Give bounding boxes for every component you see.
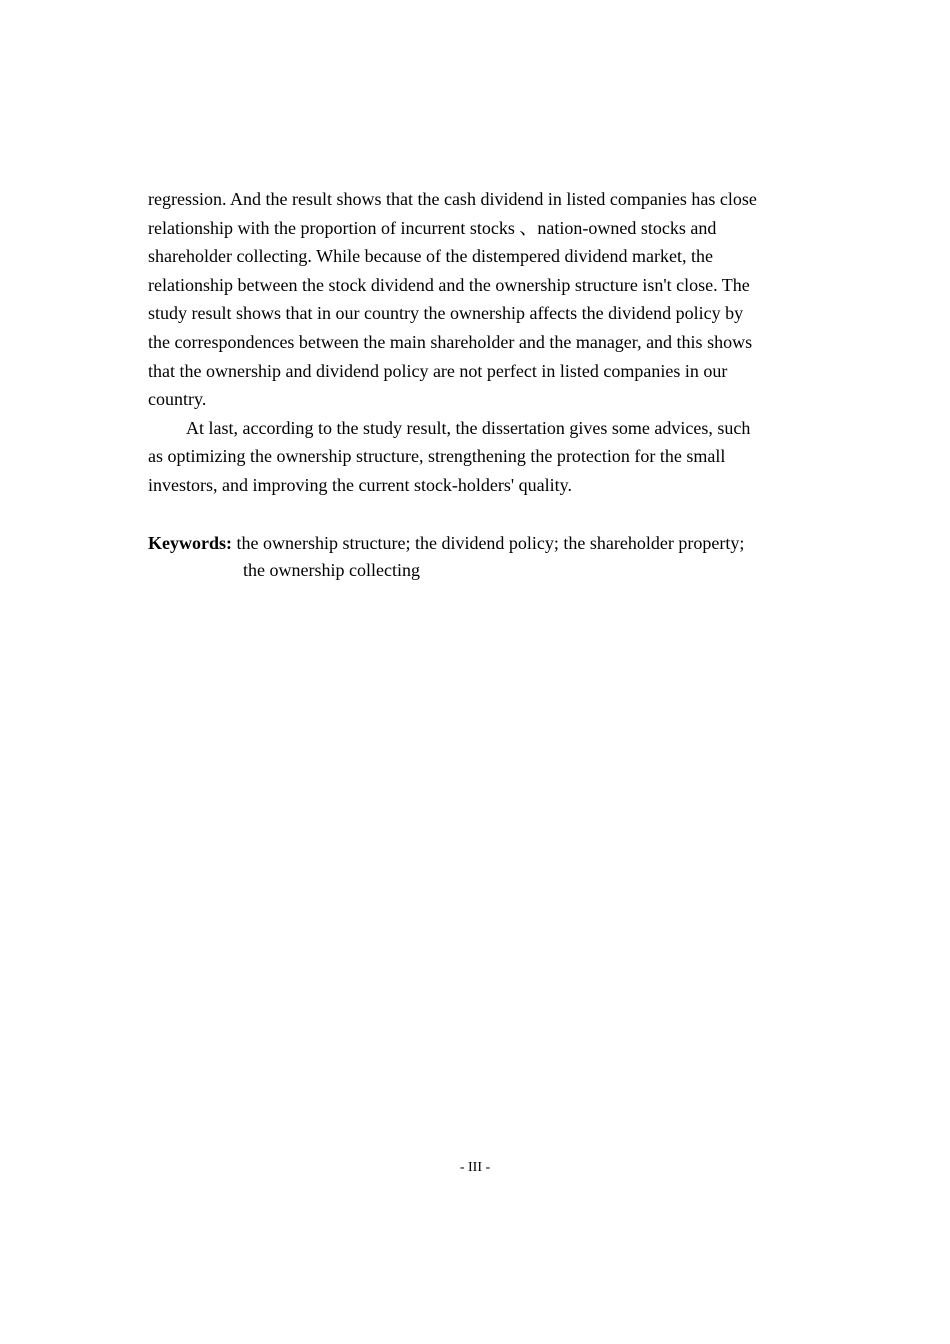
keywords-label: Keywords:	[148, 533, 232, 553]
page-number: - III -	[459, 1160, 491, 1175]
keywords-text: the ownership structure; the dividend policy; the shareholder property;	[232, 533, 745, 553]
keywords-line-2: the ownership collecting	[243, 560, 420, 580]
paragraph-1-line: the correspondences between the main shareholder and the manager, and this shows	[148, 331, 753, 352]
keywords-block	[148, 530, 808, 584]
abstract-body	[148, 185, 803, 500]
paragraph-1-line: study result shows that in our country the ownership affects the dividend policy by	[148, 303, 744, 324]
paragraph-1-line: country.	[148, 389, 207, 410]
paragraph-1-line: regression. And the result shows that the cash dividend in listed companies has close	[148, 189, 757, 209]
paragraph-1-line: relationship with the proportion of incurrent stocks 、nation-owned stocks and	[148, 217, 717, 238]
paragraph-2-line: as optimizing the ownership structure, strengthening the protection for the small	[148, 446, 726, 467]
paragraph-2-line: At last, according to the study result, the dissertation gives some advices, such	[186, 417, 751, 438]
paragraph-1-line: shareholder collecting. While because of the distempered dividend market, the	[148, 246, 713, 267]
keywords-line-1	[148, 530, 808, 557]
paragraph-2-line: investors, and improving the current stock-holders' quality.	[148, 474, 572, 495]
paragraph-1-line: relationship between the stock dividend and the ownership structure isn't close. The	[148, 274, 750, 295]
paragraph-1-line: that the ownership and dividend policy are not perfect in listed companies in our	[148, 360, 728, 381]
